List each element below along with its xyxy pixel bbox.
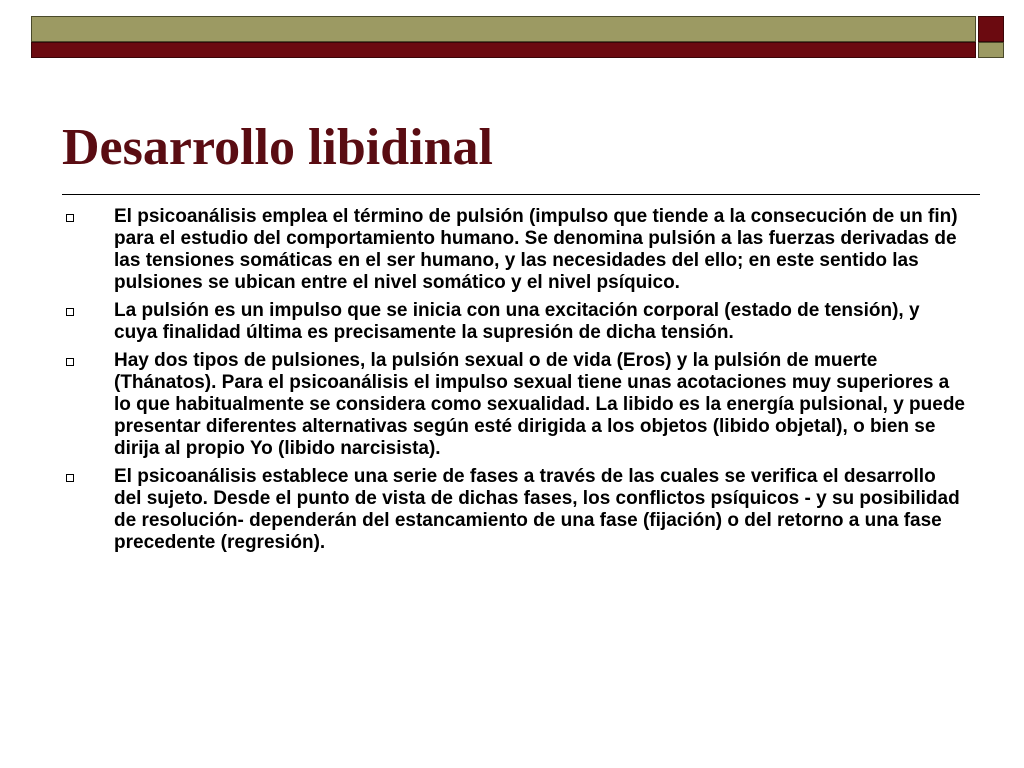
slide-title: Desarrollo libidinal: [62, 119, 493, 176]
bullet-list: [66, 206, 966, 560]
header-square-olive: [978, 42, 1004, 58]
bullet-text: Hay dos tipos de pulsiones, la pulsión sexual o de vida (Eros) y la pulsión de muerte (Thánatos). Para el psicoanálisis el impulso sexual tiene unas acotaciones muy superiores a lo que habitualmente se considera como sexualidad. La libido es la energía pulsional, y puede presentar diferentes alternativas según esté dirigida a los objetos (libido objetal), o bien se dirija al propio Yo (libido narcisista).: [114, 350, 966, 459]
hollow-square-bullet-icon: [66, 474, 74, 482]
bullet-text: El psicoanálisis establece una serie de fases a través de las cuales se verifica el desarrollo del sujeto. Desde el punto de vista de dichas fases, los conflictos psíquicos - y su posibilidad de resolución- dependerán del estancamiento de una fase (fijación) o del retorno a una fase precedente (regresión).: [114, 466, 960, 553]
hollow-square-bullet-icon: [66, 308, 74, 316]
header-bar-olive: [31, 16, 976, 42]
bullet-item: [66, 206, 966, 294]
hollow-square-bullet-icon: [66, 358, 74, 366]
hollow-square-bullet-icon: [66, 214, 74, 222]
bullet-item: [66, 350, 966, 460]
title-divider: [62, 194, 980, 195]
bullet-item: [66, 300, 966, 344]
bullet-text: La pulsión es un impulso que se inicia con una excitación corporal (estado de tensión), y cuya finalidad última es precisamente la supresión de dicha tensión.: [114, 300, 920, 343]
bullet-text: El psicoanálisis emplea el término de pulsión (impulso que tiende a la consecución de un fin) para el estudio del comportamiento humano. Se denomina pulsión a las fuerzas derivadas de las tensiones somáticas en el ser humano, y las necesidades del ello; en este sentido las pulsiones se ubican entre el nivel somático y el nivel psíquico.: [114, 206, 958, 293]
bullet-item: [66, 466, 966, 554]
header-square-maroon: [978, 16, 1004, 42]
header-bar-maroon: [31, 42, 976, 58]
